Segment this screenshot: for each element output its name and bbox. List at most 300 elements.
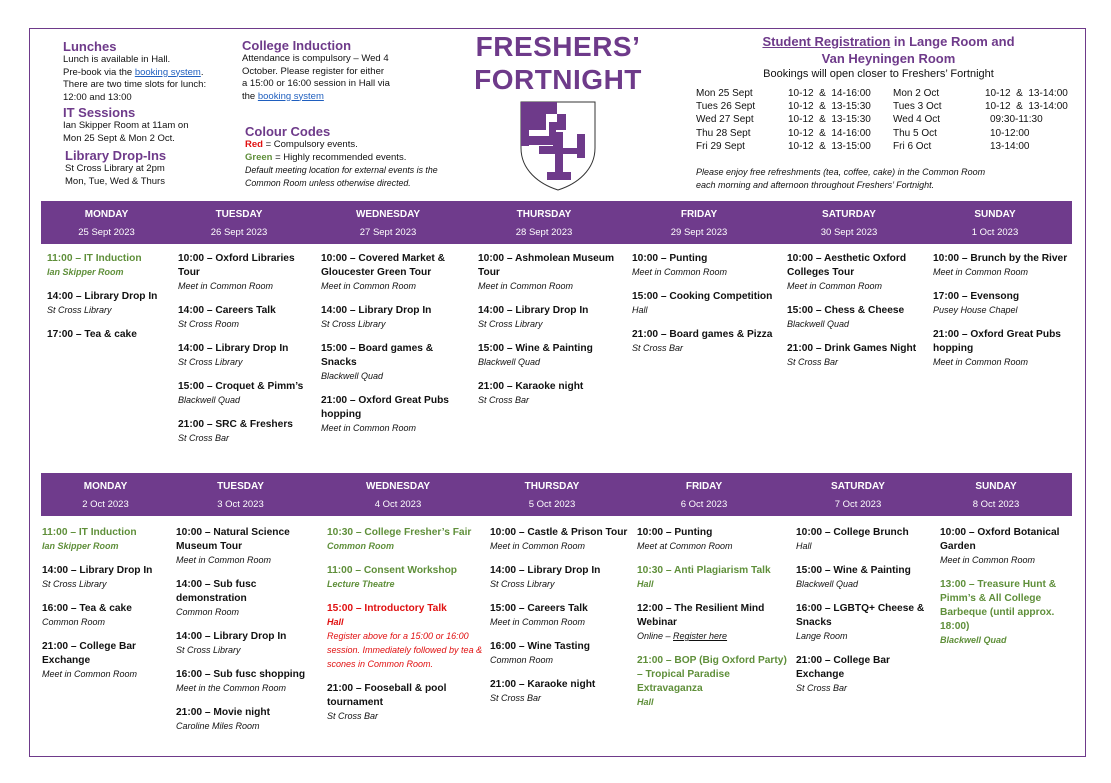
registration-times: 10-12 & 13-14:00 <box>985 101 1068 113</box>
it-sessions-heading: IT Sessions <box>63 105 136 120</box>
day-date: 7 Oct 2023 <box>834 499 882 510</box>
event-location <box>321 422 471 435</box>
day-date: 26 Sept 2023 <box>210 227 268 238</box>
event-location-text: Caroline Miles Room <box>176 721 260 731</box>
library-line2: Mon, Tue, Wed & Thurs <box>65 175 165 187</box>
day-name: SUNDAY <box>975 481 1017 492</box>
event-location <box>478 280 626 293</box>
lunches-text: Pre-book via the <box>63 66 135 78</box>
event-item <box>796 526 936 553</box>
red-meaning: = Compulsory events. <box>262 139 358 150</box>
event-item <box>178 380 316 407</box>
induction-line2: October. Please register for either <box>242 65 385 77</box>
event-location <box>933 266 1073 279</box>
registration-day: Thu 5 Oct <box>893 127 937 139</box>
event-title: 10:00 – Oxford Libraries Tour <box>178 253 295 278</box>
day-column-thursday <box>478 252 626 418</box>
colour-codes-heading: Colour Codes <box>245 124 331 139</box>
event-item <box>176 578 321 619</box>
event-location-text: Blackwell Quad <box>178 395 241 405</box>
event-location <box>176 606 321 619</box>
event-location-text: Meet in Common Room <box>42 669 138 679</box>
event-location <box>637 578 787 591</box>
event-title: 16:00 – Tea & cake <box>42 603 132 614</box>
event-location-text: Hall <box>632 305 648 315</box>
event-location-text: Blackwell Quad <box>796 579 859 589</box>
event-item <box>321 342 471 383</box>
event-location <box>178 356 316 369</box>
event-item <box>42 602 170 629</box>
event-location <box>478 356 626 369</box>
event-item <box>321 252 471 293</box>
it-sessions-line1: Ian Skipper Room at 11am on <box>63 120 189 131</box>
lunches-line4: 12:00 and 13:00 <box>63 91 132 103</box>
day-date: 30 Sept 2023 <box>820 227 878 238</box>
event-location <box>796 630 936 643</box>
event-item <box>637 526 787 553</box>
event-location <box>47 304 172 317</box>
event-location-text: Meet in Common Room <box>933 357 1029 367</box>
event-location-text: Common Room <box>490 655 554 665</box>
event-item <box>478 304 626 331</box>
event-location <box>478 394 626 407</box>
event-location-text: Common Room <box>327 541 394 551</box>
registration-times: 10-12 & 14-16:00 <box>788 127 871 139</box>
event-location-text: St Cross Bar <box>178 433 230 443</box>
refreshments-note <box>696 166 996 191</box>
event-item <box>176 526 321 567</box>
event-location-text: St Cross Library <box>178 357 243 367</box>
event-location-text: Blackwell Quad <box>940 635 1007 645</box>
event-title: 11:00 – IT Induction <box>42 527 137 538</box>
week-1-header <box>41 201 1072 244</box>
event-location <box>478 318 626 331</box>
event-item <box>176 630 321 657</box>
day-column-sunday <box>940 526 1068 658</box>
registration-times: 13-14:00 <box>990 140 1030 152</box>
day-column-saturday <box>787 252 927 380</box>
it-sessions-line2: Mon 25 Sept & Mon 2 Oct. <box>63 132 175 144</box>
event-item <box>933 328 1073 369</box>
day-column-sunday <box>933 252 1073 380</box>
event-title: 21:00 – Movie night <box>176 707 270 718</box>
day-name: SUNDAY <box>974 209 1016 220</box>
day-column-tuesday <box>178 252 316 456</box>
event-title: 15:00 – Careers Talk <box>490 603 588 614</box>
event-location <box>176 644 321 657</box>
registration-day: Thu 28 Sept <box>696 127 751 139</box>
event-item <box>632 328 782 355</box>
day-header-monday <box>41 201 172 244</box>
event-location <box>178 394 316 407</box>
day-header-wednesday <box>319 473 477 516</box>
event-location <box>940 634 1068 647</box>
event-item <box>327 682 485 723</box>
event-location-text: Hall <box>796 541 812 551</box>
event-title: 10:30 – College Fresher’s Fair <box>327 527 472 538</box>
event-title: 21:00 – Oxford Great Pubs hopping <box>933 329 1061 354</box>
event-location <box>490 578 630 591</box>
event-location <box>637 540 787 553</box>
event-location-text: Meet in Common Room <box>787 281 883 291</box>
event-title: 14:00 – Library Drop In <box>478 305 589 316</box>
event-item <box>327 526 485 553</box>
event-title: 21:00 – SRC & Freshers <box>178 419 293 430</box>
green-label: Green <box>245 151 273 163</box>
day-header-saturday <box>788 473 928 516</box>
event-location-text: Meet in Common Room <box>176 555 272 565</box>
event-location-text: Blackwell Quad <box>478 357 541 367</box>
registration-day: Wed 4 Oct <box>893 114 941 126</box>
event-location <box>637 696 787 709</box>
event-location <box>42 616 170 629</box>
event-item <box>178 418 316 445</box>
event-title: 14:00 – Library Drop In <box>178 343 289 354</box>
registration-times: 10-12 & 13-15:00 <box>788 140 871 152</box>
event-item <box>321 304 471 331</box>
event-item <box>478 380 626 407</box>
event-title: 21:00 – College Bar Exchange <box>796 655 890 680</box>
college-crest-icon <box>519 100 597 192</box>
event-location <box>632 342 782 355</box>
event-title: 17:00 – Evensong <box>933 291 1020 302</box>
event-location-text: Pusey House Chapel <box>933 305 1018 315</box>
event-title: 16:00 – Sub fusc shopping <box>176 669 306 680</box>
event-location-text: Meet in Common Room <box>490 617 586 627</box>
day-column-wednesday <box>321 252 471 446</box>
event-item <box>176 668 321 695</box>
event-title: 11:00 – Consent Workshop <box>327 565 458 576</box>
day-date: 28 Sept 2023 <box>515 227 573 238</box>
registration-section <box>696 33 1081 190</box>
event-item <box>637 564 787 591</box>
induction-text: the <box>242 90 258 102</box>
event-title: 21:00 – Fooseball & pool tournament <box>327 683 447 708</box>
registration-day: Tues 26 Sept <box>696 101 756 113</box>
day-date: 29 Sept 2023 <box>670 227 728 238</box>
event-item <box>47 290 172 317</box>
event-location-text: St Cross Bar <box>490 693 542 703</box>
day-date: 3 Oct 2023 <box>217 499 264 510</box>
day-name: MONDAY <box>84 209 129 220</box>
register-link[interactable]: Register here <box>673 631 728 641</box>
registration-times: 10-12 & 13-14:00 <box>985 88 1068 99</box>
day-header-thursday <box>482 473 622 516</box>
registration-day: Tues 3 Oct <box>893 101 942 113</box>
event-location-text: Meet in the Common Room <box>176 683 287 693</box>
day-column-monday <box>42 526 170 692</box>
day-name: FRIDAY <box>685 481 723 492</box>
event-item <box>327 564 485 591</box>
week-2-header <box>41 473 1072 516</box>
event-location <box>327 616 485 629</box>
event-title: 14:00 – Library Drop In <box>176 631 287 642</box>
event-item <box>787 342 927 369</box>
day-date: 1 Oct 2023 <box>971 227 1019 238</box>
day-name: FRIDAY <box>680 209 718 220</box>
event-item <box>796 564 936 591</box>
library-line1: St Cross Library at 2pm <box>65 163 165 174</box>
day-date: 4 Oct 2023 <box>374 499 422 510</box>
event-location-text: Meet in Common Room <box>940 555 1036 565</box>
day-name: SATURDAY <box>822 209 876 220</box>
day-column-thursday <box>490 526 630 716</box>
event-location <box>490 616 630 629</box>
event-location <box>327 578 485 591</box>
day-date: 25 Sept 2023 <box>78 227 135 238</box>
lunches-section <box>63 39 233 188</box>
event-location <box>787 356 927 369</box>
event-title: 15:00 – Chess & Cheese <box>787 305 905 316</box>
event-item <box>490 678 630 705</box>
event-location <box>321 318 471 331</box>
event-location <box>42 540 170 553</box>
red-label: Red <box>245 139 263 150</box>
event-location <box>321 370 471 383</box>
lunches-line3: There are two time slots for lunch: <box>63 79 207 90</box>
event-title: 10:00 – Ashmolean Museum Tour <box>478 253 615 278</box>
day-header-thursday <box>470 201 618 244</box>
event-location <box>490 654 630 667</box>
day-header-sunday <box>925 201 1065 244</box>
event-item <box>787 252 927 293</box>
event-location-text: Blackwell Quad <box>321 371 384 381</box>
lunches-heading: Lunches <box>63 39 117 54</box>
event-title: 16:00 – LGBTQ+ Cheese & Snacks <box>796 603 925 628</box>
induction-heading: College Induction <box>242 38 352 53</box>
event-location-text: Meet in Common Room <box>490 541 586 551</box>
event-item <box>478 252 626 293</box>
day-header-friday <box>624 201 774 244</box>
event-location <box>327 540 485 553</box>
event-item <box>490 564 630 591</box>
event-title: 14:00 – Library Drop In <box>42 565 153 576</box>
event-title: 10:30 – Anti Plagiarism Talk <box>637 565 771 576</box>
day-name: THURSDAY <box>516 209 572 220</box>
day-header-friday <box>629 473 779 516</box>
day-date: 6 Oct 2023 <box>680 499 728 510</box>
event-location <box>42 668 170 681</box>
event-location-text: Lecture Theatre <box>327 579 395 589</box>
event-location <box>940 554 1068 567</box>
event-location <box>787 280 927 293</box>
event-location-text: St Cross Bar <box>632 343 684 353</box>
day-header-tuesday <box>168 473 313 516</box>
event-location-text: Meet in Common Room <box>933 267 1029 277</box>
event-location <box>47 266 172 279</box>
day-column-wednesday <box>327 526 485 734</box>
refreshments-note-line1: Please enjoy free refreshments (tea, coffee, cake) in the Common Room <box>696 167 986 177</box>
event-item <box>42 640 170 681</box>
event-item <box>47 252 172 279</box>
event-item <box>637 654 787 709</box>
registration-day: Mon 25 Sept <box>696 88 753 99</box>
event-title: 10:00 – Oxford Botanical Garden <box>940 527 1060 552</box>
day-header-sunday <box>932 473 1060 516</box>
day-name: SATURDAY <box>831 481 885 492</box>
lunches-period: . <box>200 66 204 78</box>
event-location-text: Hall <box>637 697 654 707</box>
event-location <box>490 540 630 553</box>
event-location-text: St Cross Bar <box>796 683 848 693</box>
event-title: 15:00 – Wine & Painting <box>796 565 911 576</box>
lunches-line1: Lunch is available in Hall. <box>63 54 171 65</box>
day-column-friday <box>637 526 787 720</box>
day-date: 2 Oct 2023 <box>82 499 129 510</box>
event-note: Register above for a 15:00 or 16:00 session. Immediately followed by tea & scones in Common Room. <box>327 631 483 669</box>
colour-codes-section <box>245 124 445 189</box>
day-name: MONDAY <box>83 481 128 492</box>
event-title: 21:00 – BOP (Big Oxford Party) – Tropical Paradise Extravaganza <box>637 655 787 694</box>
event-location-text: St Cross Room <box>178 319 240 329</box>
event-location <box>933 356 1073 369</box>
event-item <box>796 602 936 643</box>
event-item <box>933 252 1073 279</box>
induction-line1: Attendance is compulsory – Wed 4 <box>242 53 389 64</box>
event-location <box>796 578 936 591</box>
event-item <box>490 526 630 553</box>
event-title: 15:00 – Cooking Competition <box>632 291 773 302</box>
event-location <box>796 682 936 695</box>
registration-times: 10-12 & 14-16:00 <box>788 88 871 99</box>
event-location <box>176 682 321 695</box>
day-date: 5 Oct 2023 <box>528 499 576 510</box>
event-title: 11:00 – IT Induction <box>47 253 142 264</box>
event-title: 10:00 – Aesthetic Oxford Colleges Tour <box>787 253 907 278</box>
event-location <box>42 578 170 591</box>
day-name: WEDNESDAY <box>355 209 421 220</box>
title-line2: FORTNIGHT <box>474 64 642 95</box>
event-title: 16:00 – Wine Tasting <box>490 641 590 652</box>
induction-section <box>242 38 452 103</box>
registration-day: Fri 6 Oct <box>893 140 932 152</box>
registration-subtitle: Bookings will open closer to Freshers’ Fortnight <box>763 68 994 80</box>
registration-times: 10-12 & 13-15:30 <box>788 114 871 126</box>
event-location-text: Meet in Common Room <box>178 281 274 291</box>
day-header-wednesday <box>313 201 463 244</box>
day-date: 27 Sept 2023 <box>359 227 417 238</box>
event-title: 15:00 – Croquet & Pimm’s <box>178 381 304 392</box>
event-location-text: Hall <box>327 617 344 627</box>
event-location-text: St Cross Bar <box>327 711 379 721</box>
registration-day: Fri 29 Sept <box>696 140 745 152</box>
event-item <box>490 602 630 629</box>
event-title: 14:00 – Library Drop In <box>490 565 601 576</box>
event-title: 17:00 – Tea & cake <box>47 329 137 340</box>
event-location-text: Meet in Common Room <box>321 423 417 433</box>
day-header-tuesday <box>170 201 308 244</box>
registration-day: Mon 2 Oct <box>893 88 940 99</box>
event-title: 14:00 – Library Drop In <box>321 305 432 316</box>
student-registration-link[interactable]: Student Registration <box>762 34 891 49</box>
event-item <box>490 640 630 667</box>
default-location-note1: Default meeting location for external events is the <box>245 165 438 175</box>
event-location-text: Lange Room <box>796 631 848 641</box>
day-header-saturday <box>779 201 919 244</box>
event-item <box>632 252 782 279</box>
event-location <box>796 540 936 553</box>
event-item <box>632 290 782 317</box>
event-location <box>178 318 316 331</box>
event-item <box>321 394 471 435</box>
day-header-monday <box>41 473 170 516</box>
event-location-text: Common Room <box>42 617 106 627</box>
event-location-text: Hall <box>637 579 654 589</box>
day-column-friday <box>632 252 782 366</box>
day-date: 8 Oct 2023 <box>972 499 1020 510</box>
event-item <box>178 304 316 331</box>
event-title: 15:00 – Introductory Talk <box>327 603 447 614</box>
event-item <box>176 706 321 733</box>
registration-title-line2: Van Heyningen Room <box>821 51 956 66</box>
day-name: WEDNESDAY <box>365 481 431 492</box>
refreshments-note-line2: each morning and afternoon throughout Freshers’ Fortnight. <box>696 179 935 190</box>
event-item <box>47 328 172 342</box>
registration-times: 10-12 & 13-15:30 <box>788 101 871 113</box>
event-item <box>637 602 787 643</box>
event-item <box>178 342 316 369</box>
event-title: 12:00 – The Resilient Mind Webinar <box>637 603 765 628</box>
event-location <box>632 266 782 279</box>
event-title: 10:00 – Castle & Prison Tour <box>490 527 628 538</box>
event-location <box>176 720 321 733</box>
event-item <box>178 252 316 293</box>
event-item <box>478 342 626 369</box>
event-location-text: Ian Skipper Room <box>47 267 124 277</box>
day-name: THURSDAY <box>524 481 580 492</box>
lunch-booking-link[interactable]: booking system <box>134 66 201 78</box>
title-line1: FRESHERS’ <box>475 31 641 62</box>
registration-times: 09:30-11:30 <box>990 114 1043 126</box>
day-column-monday <box>47 252 172 353</box>
event-item <box>42 564 170 591</box>
event-title: 13:00 – Treasure Hunt & Pimm’s & All College Barbeque (until approx. 18:00) <box>940 579 1057 632</box>
default-location-note2: Common Room unless otherwise directed. <box>245 177 411 188</box>
event-location <box>178 432 316 445</box>
day-column-saturday <box>796 526 936 706</box>
event-location-text: St Cross Library <box>321 319 386 329</box>
event-item <box>940 578 1068 647</box>
event-item <box>42 526 170 553</box>
event-title: 10:00 – Punting <box>637 527 713 538</box>
event-location-text: Common Room <box>176 607 240 617</box>
event-location-text: St Cross Library <box>478 319 543 329</box>
event-location <box>178 280 316 293</box>
induction-booking-link[interactable]: booking system <box>257 90 324 102</box>
event-title: 21:00 – Board games & Pizza <box>632 329 773 340</box>
event-title: 15:00 – Wine & Painting <box>478 343 593 354</box>
registration-day: Wed 27 Sept <box>696 114 754 126</box>
event-location-text: St Cross Bar <box>478 395 530 405</box>
event-location-text: Meet at Common Room <box>637 541 733 551</box>
day-name: TUESDAY <box>217 481 264 492</box>
day-column-tuesday <box>176 526 321 744</box>
event-title: 10:00 – Covered Market & Gloucester Green Tour <box>321 253 446 278</box>
event-location-text: St Cross Library <box>490 579 555 589</box>
event-title: 14:00 – Library Drop In <box>47 291 158 302</box>
event-title: 14:00 – Sub fusc demonstration <box>176 579 257 604</box>
event-location-text: Blackwell Quad <box>787 319 850 329</box>
event-location-text: St Cross Library <box>176 645 241 655</box>
event-location <box>176 554 321 567</box>
registration-times: 10-12:00 <box>990 127 1030 139</box>
event-item <box>933 290 1073 317</box>
green-meaning: = Highly recommended events. <box>272 151 407 163</box>
event-title: 15:00 – Board games & Snacks <box>321 343 434 368</box>
event-location <box>321 280 471 293</box>
event-item <box>940 526 1068 567</box>
registration-title-rest: in Lange Room and <box>890 34 1015 49</box>
